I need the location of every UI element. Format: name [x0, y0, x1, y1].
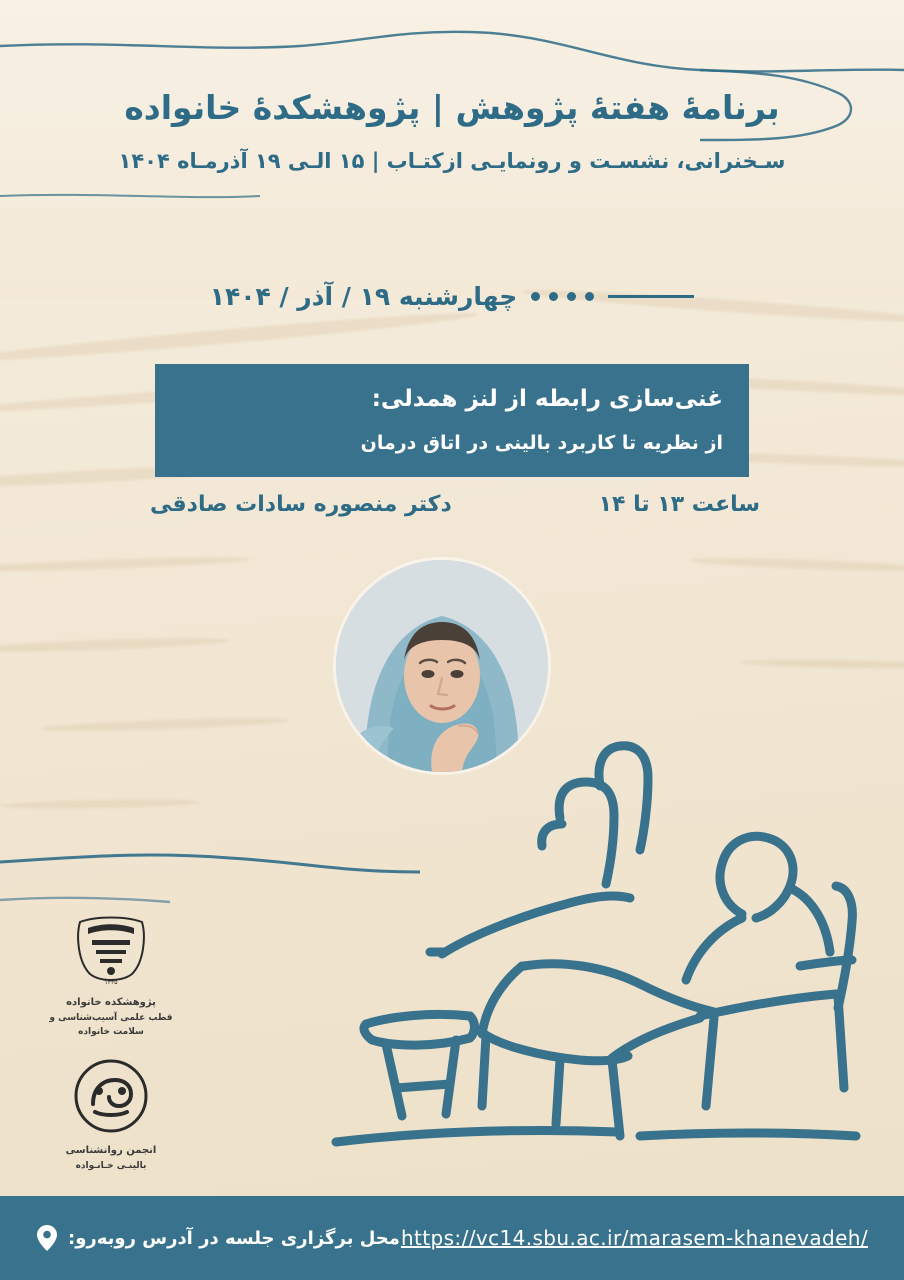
event-url-link[interactable]: https://vc14.sbu.ac.ir/marasem-khanevadeh/ — [400, 1226, 868, 1250]
university-seal-icon — [68, 912, 154, 986]
talk-title-band — [155, 364, 749, 477]
logo-caption-sub: قطب علمی آسیب‌شناسی و سلامت خانواده — [49, 1013, 173, 1038]
association-seal-icon — [73, 1058, 149, 1134]
logo-group — [36, 912, 186, 1191]
association-logo-caption — [36, 1143, 186, 1173]
rule-decoration — [608, 295, 694, 298]
logo-caption-main: انجمن روانشناسی — [65, 1144, 157, 1156]
university-logo-caption — [36, 995, 186, 1040]
footer-location-label: محل برگزاری جلسه در آدرس روبه‌رو: — [68, 1227, 400, 1249]
talk-title: غنی‌سازی رابطه از لنز همدلی: — [371, 386, 723, 412]
page-subtitle: سـخنرانی، نشسـت و رونمایـی ازکتـاب | ۱۵ الـی ۱۹ آذرمـاه ۱۴۰۴ — [118, 148, 786, 173]
speaker-row — [150, 492, 760, 517]
page-title: برنامهٔ هفتهٔ پژوهش | پژوهشکدهٔ خانواده — [124, 88, 780, 127]
footer-location-group — [36, 1224, 400, 1252]
logo-caption-sub: بالینـی خـانـواده — [75, 1160, 147, 1171]
footer-bar — [0, 1196, 904, 1280]
logo-caption-main: پژوهشکده خانواده — [66, 997, 156, 1008]
dots-decoration — [531, 292, 594, 301]
shahid-beheshti-university-logo — [36, 912, 186, 1040]
portrait-image — [336, 560, 548, 772]
speaker-name: دکتر منصوره سادات صادقی — [150, 492, 452, 517]
talk-subtitle: از نظریه تا کاربرد بالینی در اتاق درمان — [360, 431, 723, 454]
map-pin-icon — [36, 1224, 58, 1252]
poster-header — [0, 86, 904, 173]
speaker-portrait — [336, 560, 548, 772]
event-date-row — [0, 282, 904, 311]
family-clinical-psychology-association-logo — [36, 1058, 186, 1173]
event-time: ساعت ۱۳ تا ۱۴ — [598, 492, 760, 517]
event-date: چهارشنبه ۱۹ / آذر / ۱۴۰۴ — [209, 282, 518, 311]
svg-text:۱۳۳۵: ۱۳۳۵ — [104, 979, 118, 986]
